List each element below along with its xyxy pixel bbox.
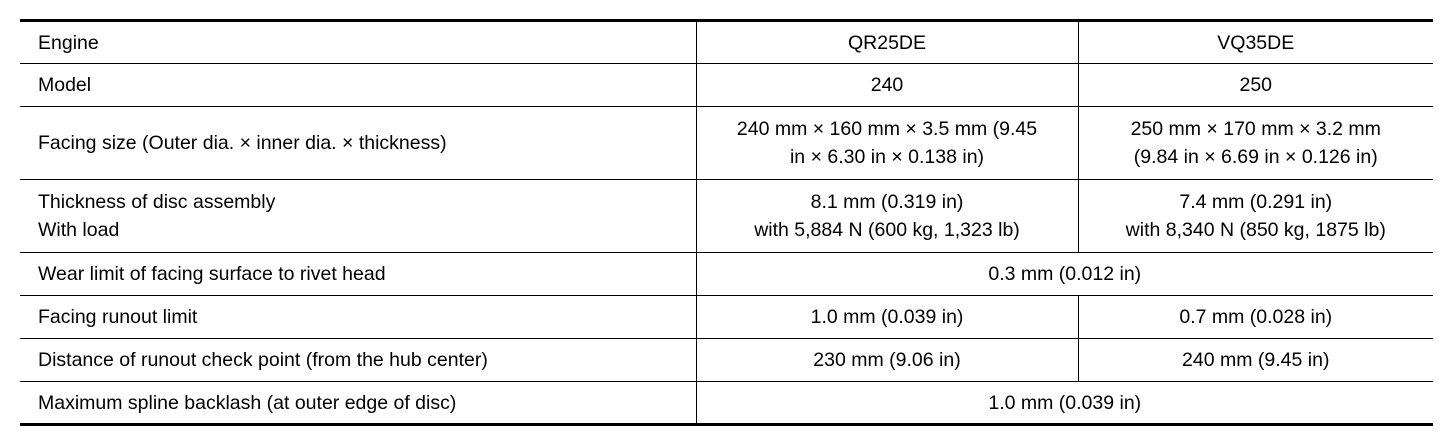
table-row-runout-limit	[20, 296, 1433, 339]
clutch-disc-spec-table	[20, 19, 1433, 426]
cell-vq35de	[1078, 180, 1433, 253]
cell-line: 240 mm × 160 mm × 3.5 mm (9.45	[736, 118, 1038, 140]
row-label: Facing size (Outer dia. × inner dia. × thickness)	[20, 107, 696, 180]
cell-vq35de	[1078, 107, 1433, 180]
table-row-disc-thickness	[20, 180, 1433, 253]
row-label: Distance of runout check point (from the hub center)	[20, 339, 696, 382]
row-label: Maximum spline backlash (at outer edge of disc)	[20, 382, 696, 425]
cell-line: (9.84 in × 6.69 in × 0.126 in)	[1133, 146, 1378, 168]
header-engine-vq35de: VQ35DE	[1078, 21, 1433, 64]
cell-line: 7.4 mm (0.291 in)	[1179, 191, 1333, 213]
row-label: Wear limit of facing surface to rivet head	[20, 253, 696, 296]
table-row-runout-check-point	[20, 339, 1433, 382]
cell-qr25de: 1.0 mm (0.039 in)	[696, 296, 1078, 339]
header-engine-label: Engine	[20, 21, 696, 64]
row-label-line: With load	[38, 219, 120, 241]
cell-line: in × 6.30 in × 0.138 in)	[789, 146, 985, 168]
table-row-wear-limit	[20, 253, 1433, 296]
cell-line: with 5,884 N (600 kg, 1,323 lb)	[754, 219, 1020, 241]
cell-qr25de: 240	[696, 64, 1078, 107]
row-label: Model	[20, 64, 696, 107]
cell-vq35de: 240 mm (9.45 in)	[1078, 339, 1433, 382]
cell-line: 250 mm × 170 mm × 3.2 mm	[1130, 118, 1381, 140]
cell-vq35de: 250	[1078, 64, 1433, 107]
cell-merged: 0.3 mm (0.012 in)	[696, 253, 1433, 296]
cell-qr25de	[696, 107, 1078, 180]
cell-line: 8.1 mm (0.319 in)	[810, 191, 964, 213]
cell-line: with 8,340 N (850 kg, 1875 lb)	[1125, 219, 1386, 241]
header-engine-qr25de: QR25DE	[696, 21, 1078, 64]
table-row-facing-size	[20, 107, 1433, 180]
row-label	[20, 180, 696, 253]
row-label: Facing runout limit	[20, 296, 696, 339]
table-row-model	[20, 64, 1433, 107]
table-row-spline-backlash	[20, 382, 1433, 425]
table-header-row	[20, 21, 1433, 64]
cell-qr25de	[696, 180, 1078, 253]
cell-vq35de: 0.7 mm (0.028 in)	[1078, 296, 1433, 339]
cell-merged: 1.0 mm (0.039 in)	[696, 382, 1433, 425]
row-label-line: Thickness of disc assembly	[38, 191, 276, 213]
cell-qr25de: 230 mm (9.06 in)	[696, 339, 1078, 382]
